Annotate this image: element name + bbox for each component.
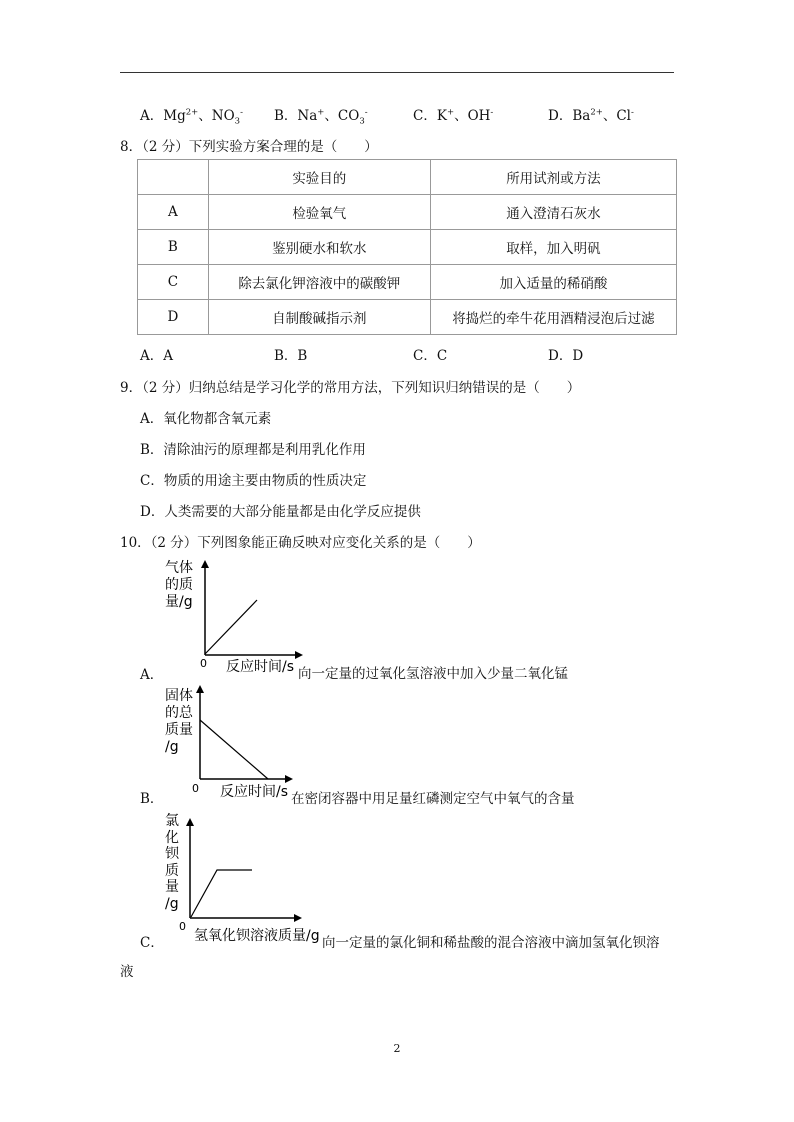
table-cell: 通入澄清石灰水 <box>430 195 676 230</box>
q8-option-b: B．B <box>274 348 308 364</box>
graph-c-axes <box>180 818 305 923</box>
table-row <box>138 230 677 265</box>
table-cell: 将捣烂的牵牛花用酒精浸泡后过滤 <box>430 300 676 335</box>
q10-option-c-desc-cont: 液 <box>120 964 134 980</box>
table-header-row <box>138 160 677 195</box>
table-cell: 取样，加入明矾 <box>430 230 676 265</box>
q10-option-b-letter: B． <box>140 791 164 807</box>
q10-option-a-desc: 向一定量的过氧化氢溶液中加入少量二氧化锰 <box>298 666 568 682</box>
q9-option-b: B．清除油污的原理都是利用乳化作用 <box>140 442 366 458</box>
graph-c-ylabel: 氯 化 钡 质 量 /g <box>165 813 179 912</box>
graph-c-xlabel: 氢氧化钡溶液质量/g <box>194 928 320 944</box>
graph-b-line <box>200 720 268 779</box>
q8-stem: 8．（2 分）下列实验方案合理的是（ ） <box>120 139 378 155</box>
table-cell: D <box>138 300 209 335</box>
table-row <box>138 265 677 300</box>
graph-b-axes <box>190 685 295 785</box>
q10-option-c-letter: C． <box>140 935 164 951</box>
q10-option-a-letter: A． <box>140 667 164 683</box>
table-cell: 检验氧气 <box>208 195 430 230</box>
q7-option-b: B．Na+、$CO_3^-$ <box>274 107 368 127</box>
table-header-cell <box>138 160 209 195</box>
q9-stem: 9．（2 分）归纳总结是学习化学的常用方法，下列知识归纳错误的是（ ） <box>120 380 581 396</box>
table-cell: 自制酸碱指示剂 <box>208 300 430 335</box>
graph-b-origin: 0 <box>192 782 199 795</box>
graph-c-origin: 0 <box>179 920 186 933</box>
q10-option-b-desc: 在密闭容器中用足量红磷测定空气中氧气的含量 <box>291 791 575 807</box>
q7-option-a: A．$Mg^{2+}$、$NO_3^-$ <box>140 107 243 127</box>
graph-a-xlabel: 反应时间/s <box>226 659 295 675</box>
q10-option-c-desc: 向一定量的氯化铜和稀盐酸的混合溶液中滴加氢氧化钡溶 <box>322 935 660 951</box>
graph-c-line <box>191 870 252 917</box>
q8-option-d: D．D <box>548 348 584 364</box>
table-header-cell: 所用试剂或方法 <box>430 160 676 195</box>
q10-stem: 10．（2 分）下列图象能正确反映对应变化关系的是（ ） <box>120 535 481 551</box>
q8-table <box>137 159 677 335</box>
table-cell: B <box>138 230 209 265</box>
q9-option-c: C．物质的用途主要由物质的性质决定 <box>140 473 367 489</box>
q8-options <box>140 344 700 364</box>
page-number: 2 <box>393 1042 401 1055</box>
table-cell: C <box>138 265 209 300</box>
table-header-cell: 实验目的 <box>208 160 430 195</box>
q9-option-d: D．人类需要的大部分能量都是由化学反应提供 <box>140 504 421 520</box>
table-cell: A <box>138 195 209 230</box>
graph-a-ylabel: 气体 的质 量/g <box>165 560 193 610</box>
table-cell: 鉴别硬水和软水 <box>208 230 430 265</box>
table-cell: 加入适量的稀硝酸 <box>430 265 676 300</box>
q8-option-c: C．C <box>413 348 448 364</box>
graph-b-xlabel: 反应时间/s <box>220 784 289 800</box>
q9-option-a: A．氧化物都含氧元素 <box>140 411 272 427</box>
q7-option-c: C．K+、OH- <box>413 107 494 124</box>
table-cell: 除去氯化钾溶液中的碳酸钾 <box>208 265 430 300</box>
q7-option-d: D．$Ba^{2+}$、Cl- <box>548 107 634 124</box>
q7-options <box>140 104 700 127</box>
graph-a-line <box>205 600 257 654</box>
header-rule <box>120 72 674 73</box>
graph-a-axes <box>195 560 305 660</box>
graph-b-ylabel: 固体 的总 质量 /g <box>165 688 193 755</box>
graph-a-origin: 0 <box>200 657 207 670</box>
table-row <box>138 195 677 230</box>
table-row <box>138 300 677 335</box>
q8-option-a: A．A <box>140 348 173 364</box>
